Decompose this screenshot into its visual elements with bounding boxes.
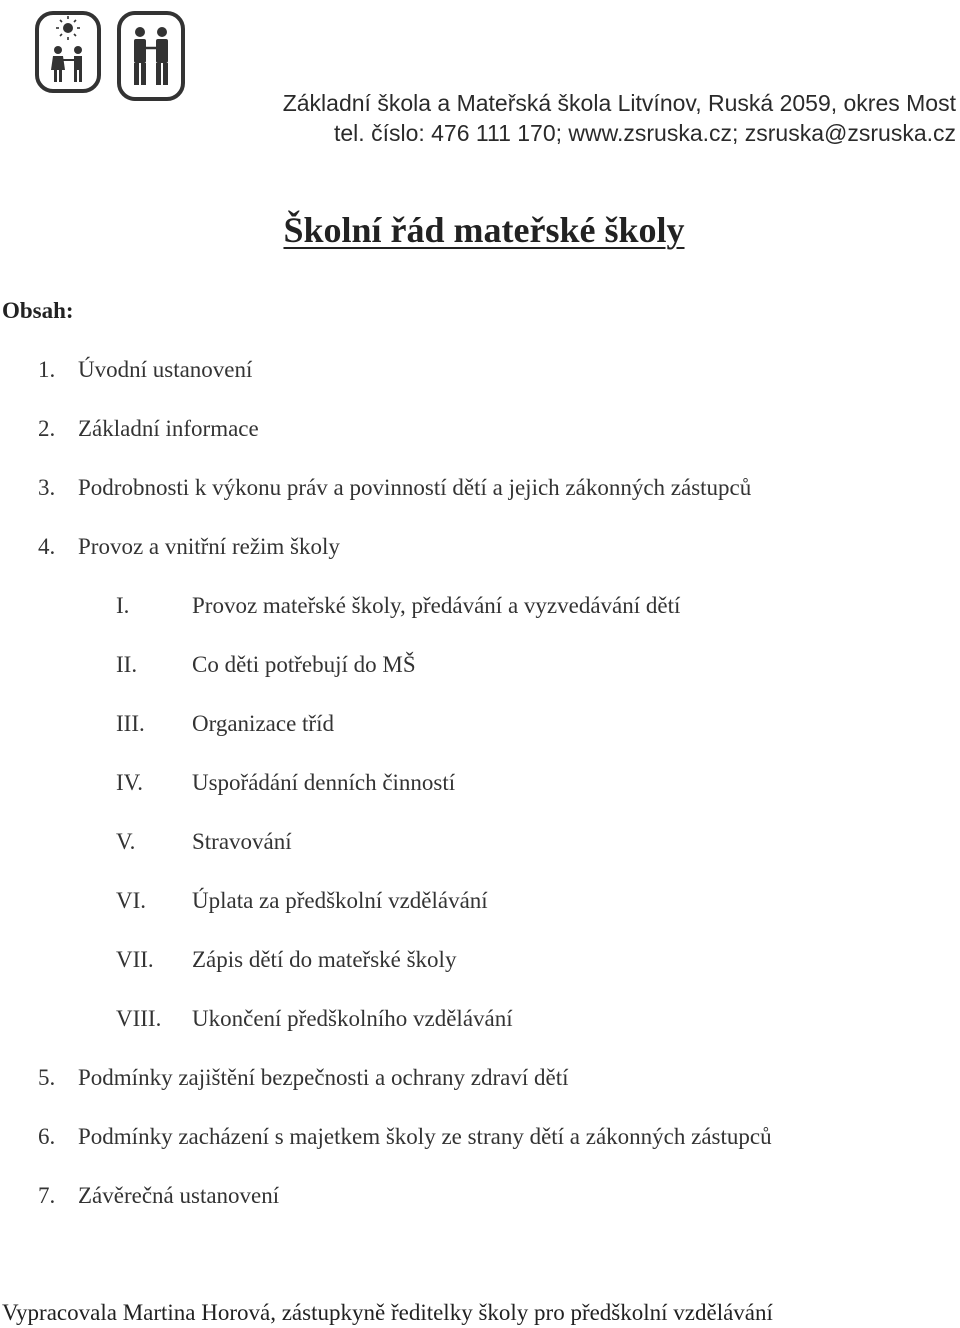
toc-item-label: Podmínky zajištění bezpečnosti a ochrany zdraví dětí [78,1065,569,1090]
toc-subitem-label: Organizace tříd [192,711,334,736]
toc-subitem-number: VIII. [116,1006,162,1031]
toc-subitem-number: IV. [116,770,144,795]
toc-subitem-number: VI. [116,888,147,913]
toc-subitem-number: V. [116,829,136,854]
family-logo-icon [34,10,102,94]
toc-item-label: Podrobnosti k výkonu práv a povinností dětí a jejich zákonných zástupců [78,475,752,500]
toc-subitem-number: I. [116,593,130,618]
toc-subitem-label: Co děti potřebují do MŠ [192,652,416,677]
toc-item-number: 5. [38,1065,56,1090]
contents-heading: Obsah: [2,298,74,323]
toc-subitem-label: Zápis dětí do mateřské školy [192,947,457,972]
toc-subitem-label: Uspořádání denních činností [192,770,456,795]
page-title: Školní řád mateřské školy [283,210,685,250]
toc-item-number: 1. [38,357,56,382]
toc-subitem-label: Ukončení předškolního vzdělávání [192,1006,513,1031]
toc-item-number: 4. [38,534,56,559]
toc-item-label: Úvodní ustanovení [78,357,253,382]
toc-subitem-number: VII. [116,947,154,972]
toc-subitem-label: Úplata za předškolní vzdělávání [192,888,488,913]
toc-item-label: Podmínky zacházení s majetkem školy ze strany dětí a zákonných zástupců [78,1124,772,1149]
toc-item-label: Provoz a vnitřní režim školy [78,534,340,559]
toc-subitem-number: II. [116,652,138,677]
school-contacts: tel. číslo: 476 111 170; www.zsruska.cz; zsruska@zsruska.cz [334,120,956,146]
toc-item-number: 7. [38,1183,56,1208]
toc-subitem-label: Stravování [192,829,292,854]
toc-item-number: 3. [38,475,56,500]
toc-subitem-label: Provoz mateřské školy, předávání a vyzvedávání dětí [192,593,681,618]
toc-subitem-number: III. [116,711,145,736]
toc-item-number: 2. [38,416,56,441]
school-header [0,88,956,148]
toc-item-label: Závěrečná ustanovení [78,1183,280,1208]
toc-item-number: 6. [38,1124,56,1149]
school-address: Základní škola a Mateřská škola Litvínov, Ruská 2059, okres Most [282,90,956,116]
toc-item-label: Základní informace [78,416,259,441]
author-footer: Vypracovala Martina Horová, zástupkyně ředitelky školy pro předškolní vzdělávání [2,1300,773,1325]
